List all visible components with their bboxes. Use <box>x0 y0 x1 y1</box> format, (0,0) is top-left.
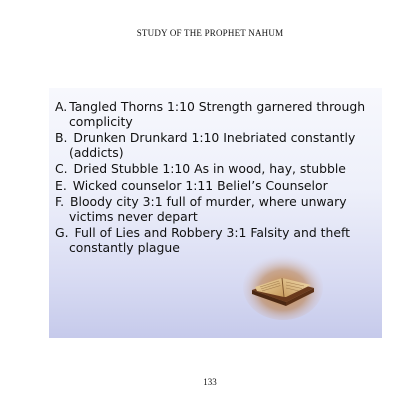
list-item <box>55 195 377 224</box>
list-item-text: Bloody city 3:1 full of murder, where unwary victims never depart <box>69 194 347 224</box>
list-item-text: Drunken Drunkard 1:10 Inebriated constantly (addicts) <box>69 130 356 160</box>
presentation-slide <box>49 88 382 338</box>
list-item-letter: F. <box>55 194 65 209</box>
list-item <box>55 162 377 177</box>
list-item <box>55 100 377 129</box>
slide-list <box>55 100 377 257</box>
list-item <box>55 179 377 194</box>
list-item-text: Dried Stubble 1:10 As in wood, hay, stubble <box>73 161 346 176</box>
page-header-title: STUDY OF THE PROPHET NAHUM <box>136 28 284 38</box>
list-item-letter: B. <box>55 130 68 145</box>
list-item <box>55 131 377 160</box>
list-item-letter: G. <box>55 225 69 240</box>
page-number: 133 <box>203 377 217 387</box>
list-item-text: Tangled Thorns 1:10 Strength garnered through complicity <box>69 99 366 129</box>
list-item <box>55 226 377 255</box>
list-item-letter: A. <box>55 99 68 114</box>
list-item-letter: C. <box>55 161 68 176</box>
list-item-text: Full of Lies and Robbery 3:1 Falsity and theft constantly plague <box>69 225 350 255</box>
open-book-icon <box>242 250 324 320</box>
list-item-letter: E. <box>55 177 67 193</box>
list-item-text: Wicked counselor 1:11 Beliel’s Counselor <box>72 177 328 193</box>
